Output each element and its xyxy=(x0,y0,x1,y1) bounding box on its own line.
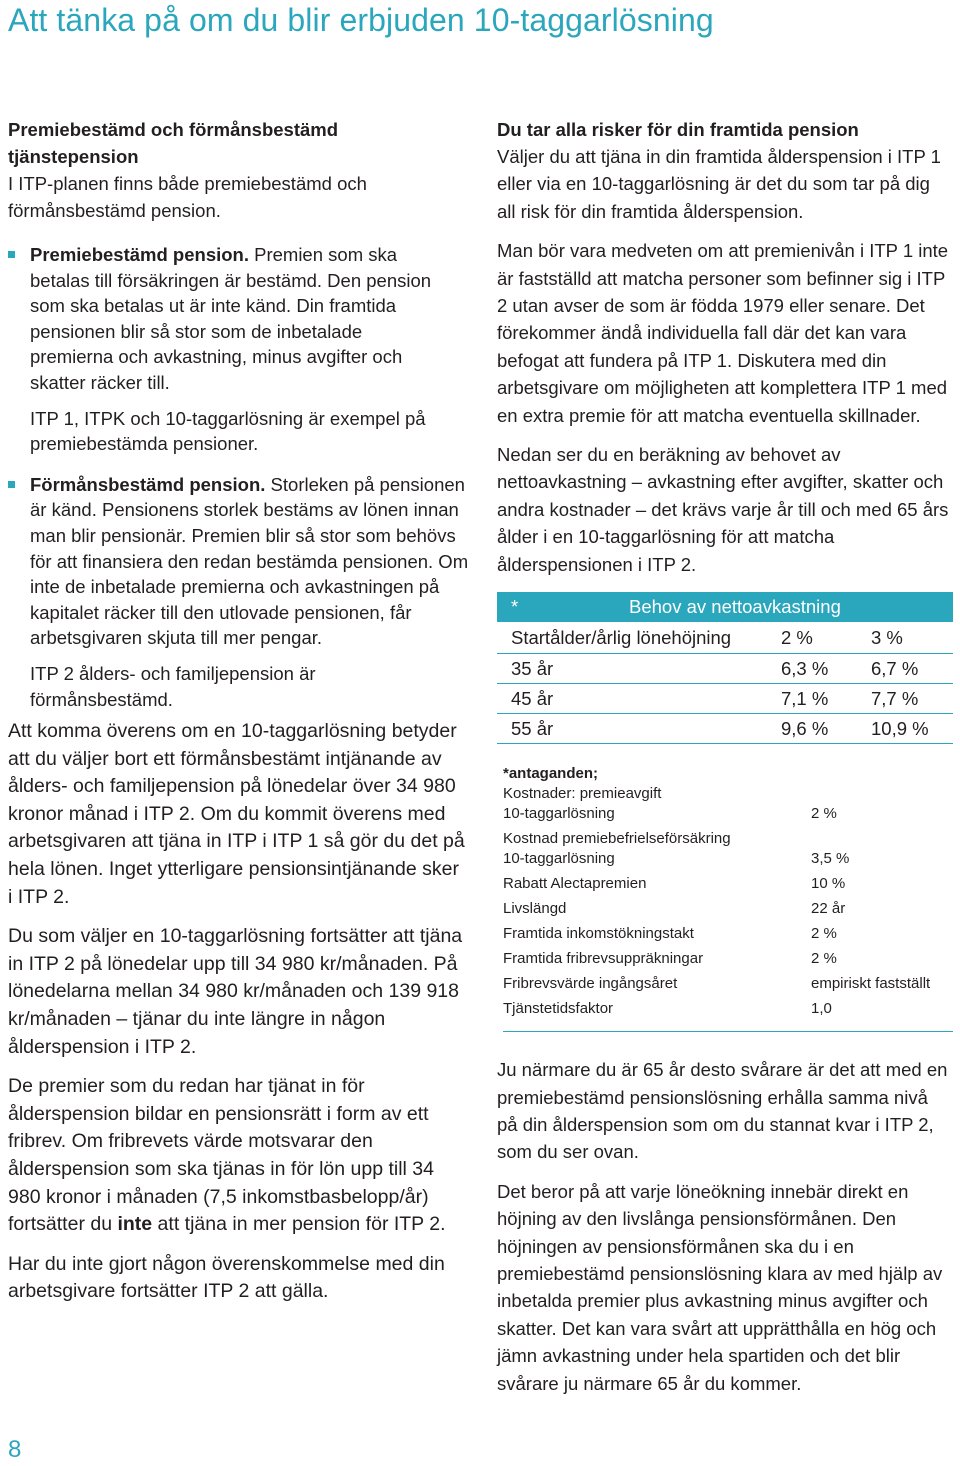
bullet-text: Premien som ska betalas till försäkringen är bestämd. Den pension som ska betalas ut är inte känd. Din framtida pensionen blir så stor som de inbetalade premierna och avkastning, minus avgifter och skatter räcker till. xyxy=(30,244,432,393)
table-row xyxy=(497,654,953,684)
return-table xyxy=(497,592,953,744)
assumption-row xyxy=(503,849,953,869)
section-heading: Du tar alla risker för din framtida pension xyxy=(497,119,859,140)
bullet-text: Storleken på pensionen är känd. Pensionens storlek bestäms av lönen innan man blir pensionär. Premien blir så stor som behövs för att finansiera den redan bestämda pensionen. Om inte de inbetalade premierna och avkastningen på kapitalet räcker till den utlovade pensionen, får arbetsgivaren skjuta till mer pengar. xyxy=(30,473,469,649)
assumption-value: empiriskt fastställt xyxy=(811,975,931,993)
assumption-label: Rabatt Alectapremien xyxy=(503,875,647,893)
assumption-row xyxy=(503,804,953,824)
assumption-row xyxy=(503,974,953,994)
assumption-value: 3,5 % xyxy=(811,850,850,868)
table-header-row xyxy=(497,622,953,654)
paragraph: Har du inte gjort någon överenskommelse med din arbetsgivare fortsätter ITP 2 att gälla. xyxy=(8,1252,445,1303)
table-cell: 10,9 % xyxy=(871,717,929,739)
assumption-label: 10-taggarlösning xyxy=(503,805,615,823)
assumption-label: Livslängd xyxy=(503,900,567,918)
assumption-row xyxy=(503,949,953,969)
bullet-note: ITP 1, ITPK och 10-taggarlösning är exempel på premiebestämda pensioner. xyxy=(30,407,426,455)
paragraph xyxy=(8,1073,468,1239)
bullet-square-icon xyxy=(8,481,15,488)
page-title: Att tänka på om du blir erbjuden 10-taggarlösning xyxy=(8,2,714,38)
bullet-term: Förmånsbestämd pension. xyxy=(30,473,266,495)
paragraph-part: De premier som du redan har tjänat in för ålderspension bildar en pensionsrätt i form av ett fribrev. Om fribrevets värde motsvarar den ålderspension som ska tjänas in för lön upp till 34 980 kronor i månaden (7,5 inkomstbasbelopp/år) fortsätter du xyxy=(8,1075,434,1236)
left-column xyxy=(8,116,468,1318)
table-title-bar xyxy=(497,592,953,622)
divider xyxy=(503,1031,953,1032)
assumption-costs-label: Kostnader: premieavgift xyxy=(503,785,662,803)
bullet-square-icon xyxy=(8,251,15,258)
assumption-value: 2 % xyxy=(811,805,837,823)
table-cell: 55 år xyxy=(511,717,554,739)
assumption-label: 10-taggarlösning xyxy=(503,850,615,868)
paragraph: Det beror på att varje löneökning innebär direkt en höjning av den livslånga pensionsförmånen. Den höjningen av pensionsförmånen ska du i en premiebestämd pensionslösning klara av med hjälp av inbetalda premier plus avkastning minus avgifter och skatter. Det kan vara svårt att upprätthålla en hög och jämn avkastning under hela spartiden och det blir svårare ju närmare 65 år du kommer. xyxy=(497,1180,943,1394)
assumption-label: Tjänstetidsfaktor xyxy=(503,1000,614,1018)
assumptions-heading: *antaganden; xyxy=(503,765,599,783)
assumption-row xyxy=(503,874,953,894)
table-cell: 6,3 % xyxy=(781,657,829,679)
table-header-cell: 2 % xyxy=(781,626,813,648)
emphasis: inte xyxy=(117,1213,153,1236)
table-cell: 9,6 % xyxy=(781,717,829,739)
page-number: 8 xyxy=(8,1436,22,1463)
table-header-cell: 3 % xyxy=(871,626,903,648)
right-column xyxy=(497,116,953,1409)
assumption-label-top: Kostnad premiebefrielseförsäkring xyxy=(503,830,731,848)
table-cell: 7,7 % xyxy=(871,687,919,709)
assumption-label: Fribrevsvärde ingångsåret xyxy=(503,975,678,993)
assumption-label: Framtida inkomstökningstakt xyxy=(503,925,694,943)
paragraph: Du som väljer en 10-taggarlösning fortsätter att tjäna in ITP 2 på lönedelar upp till 34 980 kr/månaden. På lönedelarna mellan 34 980 kr/månaden och 139 918 kr/månaden – tjänar du inte längre in någon ålderspension i ITP 2. xyxy=(8,925,463,1058)
assumption-label: Framtida fribrevsuppräkningar xyxy=(503,950,704,968)
intro-text: I ITP-planen finns både premiebestämd och förmånsbestämd pension. xyxy=(8,173,367,221)
footnote-marker: * xyxy=(511,596,519,618)
paragraph-part: att tjäna in mer pension för ITP 2. xyxy=(152,1213,446,1236)
assumption-value: 2 % xyxy=(811,950,837,968)
table-cell: 6,7 % xyxy=(871,657,919,679)
assumption-row xyxy=(503,899,953,919)
assumption-value: 22 år xyxy=(811,900,846,918)
paragraph: Väljer du att tjäna in din framtida ålderspension i ITP 1 eller via en 10-taggarlösning är det du som tar på dig all risk för din framtida ålderspension. xyxy=(497,146,941,222)
assumption-value: 10 % xyxy=(811,875,846,893)
table-cell: 35 år xyxy=(511,657,554,679)
paragraph: Man bör vara medveten om att premienivån i ITP 1 inte är fastställd att matcha personer som befinner sig i ITP 2 utan avser de som är födda 1979 eller senare. Det förekommer ändå individuella fall där det kan vara befogat att fundera på ITP 1. Diskutera med din arbetsgivare om möjligheten att komplettera ITP 1 med en extra premie för att matcha eventuella skillnader. xyxy=(497,240,949,426)
table-cell: 7,1 % xyxy=(781,687,829,709)
paragraph: Ju närmare du är 65 år desto svårare är det att med en premiebestämd pensionslösning erhålla samma nivå på din ålderspension som om du stannat kvar i ITP 2, som du ser ovan. xyxy=(497,1059,948,1163)
bullet-note: ITP 2 ålders- och familjepension är förmånsbestämd. xyxy=(30,662,316,710)
table-cell: 45 år xyxy=(511,687,554,709)
table-title: Behov av nettoavkastning xyxy=(629,596,841,618)
paragraph: Att komma överens om en 10-taggarlösning betyder att du väljer bort ett förmånsbestämt intjänande av ålders- och familjepension på lönedelar över 34 980 kronor månad i ITP 2. Om du kommit överens med arbetsgivaren att tjäna in ITP i ITP 1 så gör du det på hela lönen. Inget ytterligare pensionsintjänande sker i ITP 2. xyxy=(8,720,465,908)
paragraph: Nedan ser du en beräkning av behovet av nettoavkastning – avkastning efter avgifter, skatter och andra kostnader – det krävs varje år till och med 65 års ålder i en 10-taggarlösning för att matcha ålderspensionen i ITP 2. xyxy=(497,444,949,575)
table-row xyxy=(497,684,953,714)
bullet-premiebestamd xyxy=(8,242,448,457)
bullet-formansbestamd xyxy=(8,472,470,712)
assumption-row xyxy=(503,924,953,944)
section-heading-line2: tjänstepension xyxy=(8,146,139,167)
assumption-value: 2 % xyxy=(811,925,837,943)
bullet-term: Premiebestämd pension. xyxy=(30,244,249,265)
assumptions-list xyxy=(497,764,953,1032)
table-row xyxy=(497,714,953,744)
assumption-value: 1,0 xyxy=(811,1000,832,1018)
assumption-row xyxy=(503,999,953,1019)
section-heading: Premiebestämd och förmånsbestämd xyxy=(8,119,339,140)
table-header-cell: Startålder/årlig lönehöjning xyxy=(511,626,732,648)
